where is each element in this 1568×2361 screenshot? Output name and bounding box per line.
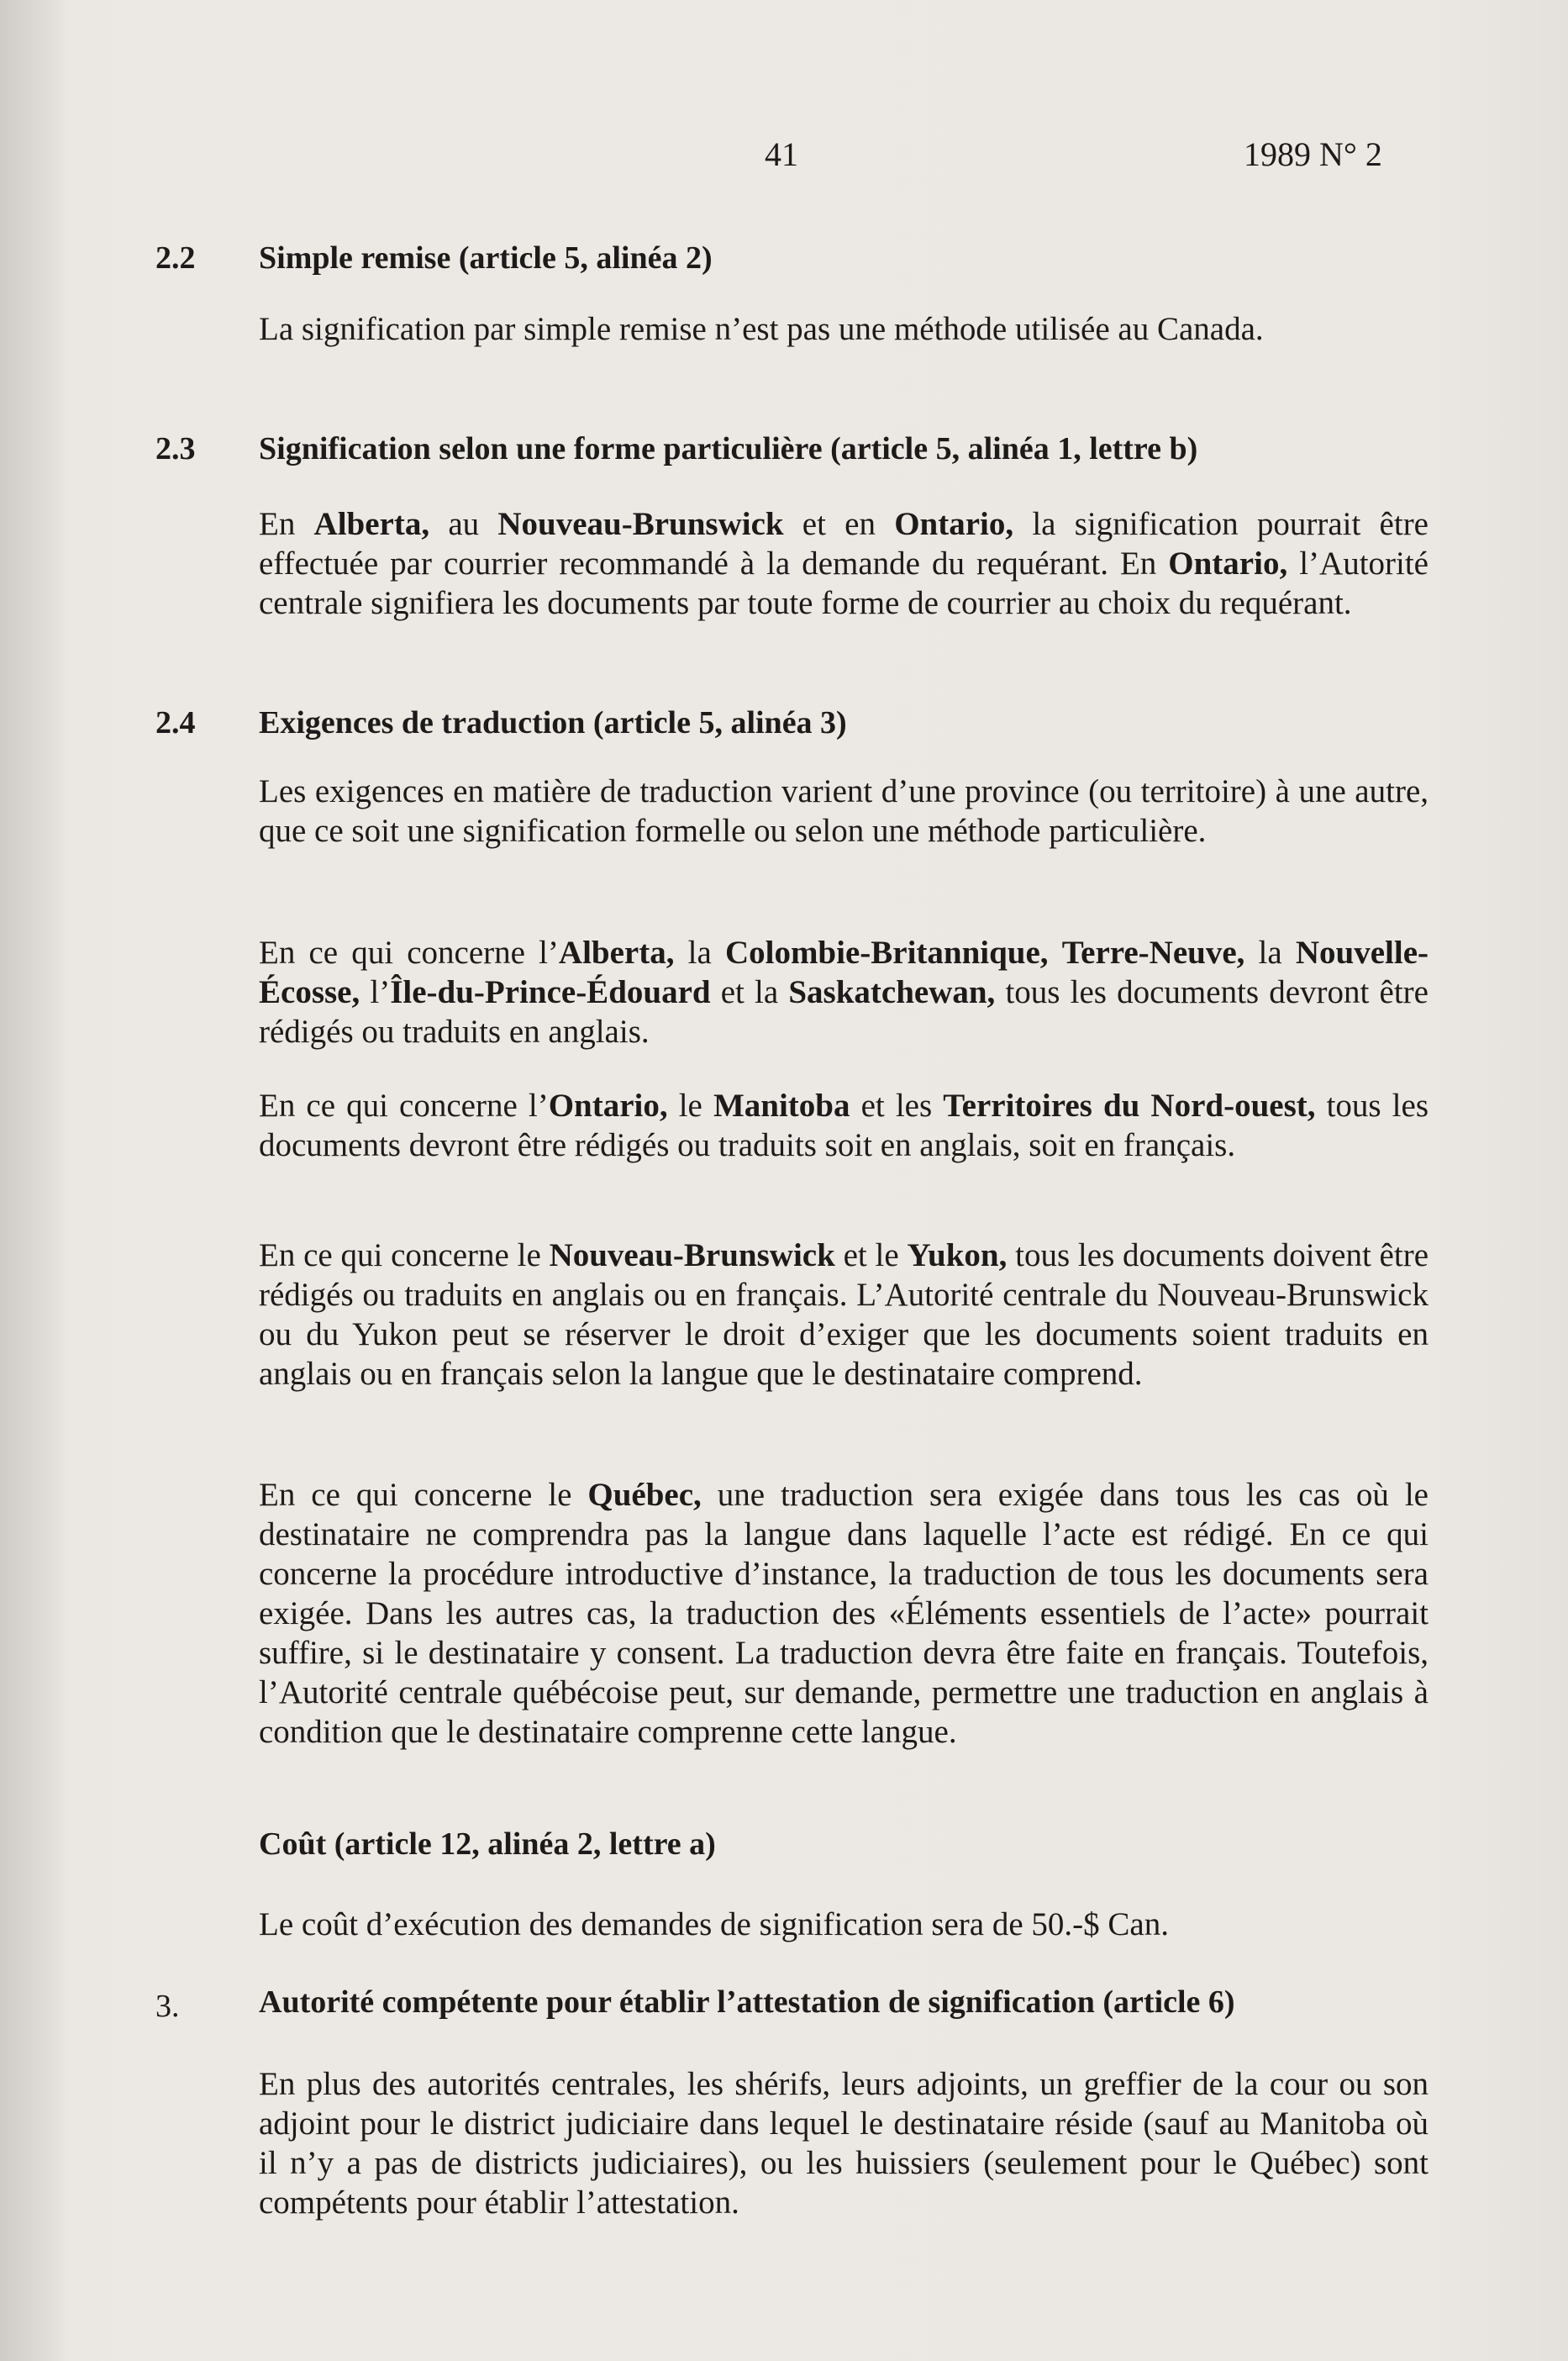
- issue-label: 1989 N° 2: [1244, 135, 1382, 173]
- page-number: 41: [765, 135, 798, 173]
- section-number-2-3: 2.3: [155, 431, 196, 466]
- section-2-4-paragraph-4: En ce qui concerne le Nouveau-Brunswick et le Yukon, tous les documents doivent être rédigés ou traduits en anglais ou en français. L’Autorité centrale du Nouveau-Brunswick ou du Yukon peut se réserver le droit d’exiger que les documents soient traduits en anglais ou en français selon la langue que le destinataire comprend.: [259, 1237, 1429, 1392]
- section-2-4-paragraph-3: En ce qui concerne l’Ontario, le Manitoba et les Territoires du Nord-ouest, tous les documents devront être rédigés ou traduits soit en anglais, soit en français.: [259, 1088, 1429, 1163]
- section-text-2-2: La signification par simple remise n’est pas une méthode utilisée au Canada.: [259, 311, 1264, 347]
- section-heading-3: Autorité compétente pour établir l’attestation de signification (article 6): [259, 1984, 1235, 2020]
- section-2-4-paragraph-1: Les exigences en matière de traduction varient d’une province (ou territoire) à une autre, que ce soit une signification formelle ou selon une méthode particulière.: [259, 773, 1429, 849]
- section-number-2-2: 2.2: [155, 240, 196, 276]
- page-header: [0, 134, 1568, 177]
- section-number-2-4: 2.4: [155, 705, 196, 740]
- section-heading-2-4: Exigences de traduction (article 5, alinéa 3): [259, 705, 847, 740]
- cost-heading: Coût (article 12, alinéa 2, lettre a): [259, 1826, 716, 1862]
- section-heading-2-2: Simple remise (article 5, alinéa 2): [259, 240, 713, 276]
- section-text-2-3: En Alberta, au Nouveau-Brunswick et en Ontario, la signification pourrait être effectuée par courrier recommandé à la demande du requérant. En Ontario, l’Autorité centrale signifiera les documents par toute forme de courrier au choix du requérant.: [259, 506, 1429, 621]
- section-heading-2-3: Signification selon une forme particulière (article 5, alinéa 1, lettre b): [259, 431, 1198, 466]
- section-number-3: 3.: [155, 1989, 180, 2024]
- cost-text: Le coût d’exécution des demandes de signification sera de 50.-$ Can.: [259, 1906, 1169, 1942]
- section-2-4-paragraph-5: En ce qui concerne le Québec, une traduction sera exigée dans tous les cas où le destinataire ne comprendra pas la langue dans laquelle l’acte est rédigé. En ce qui concerne la procédure introductive d’instance, la traduction de tous les documents sera exigée. Dans les autres cas, la traduction des «Éléments essentiels de l’acte» pourrait suffire, si le destinataire y consent. La traduction devra être faite en français. Toutefois, l’Autorité centrale québécoise peut, sur demande, permettre une traduction en anglais à condition que le destinataire comprenne cette langue.: [259, 1477, 1429, 1750]
- section-text-3: En plus des autorités centrales, les shérifs, leurs adjoints, un greffier de la cour ou son adjoint pour le district judiciaire dans lequel le destinataire réside (sauf au Manitoba où il n’y a pas de districts judiciaires), ou les huissiers (seulement pour le Québec) sont compétents pour établir l’attestation.: [259, 2066, 1429, 2221]
- section-2-4-paragraph-2: En ce qui concerne l’Alberta, la Colombie-Britannique, Terre-Neuve, la Nouvelle-Écosse, l’Île-du-Prince-Édouard et la Saskatchewan, tous les documents devront être rédigés ou traduits en anglais.: [259, 935, 1429, 1050]
- binding-gutter: [0, 0, 67, 2361]
